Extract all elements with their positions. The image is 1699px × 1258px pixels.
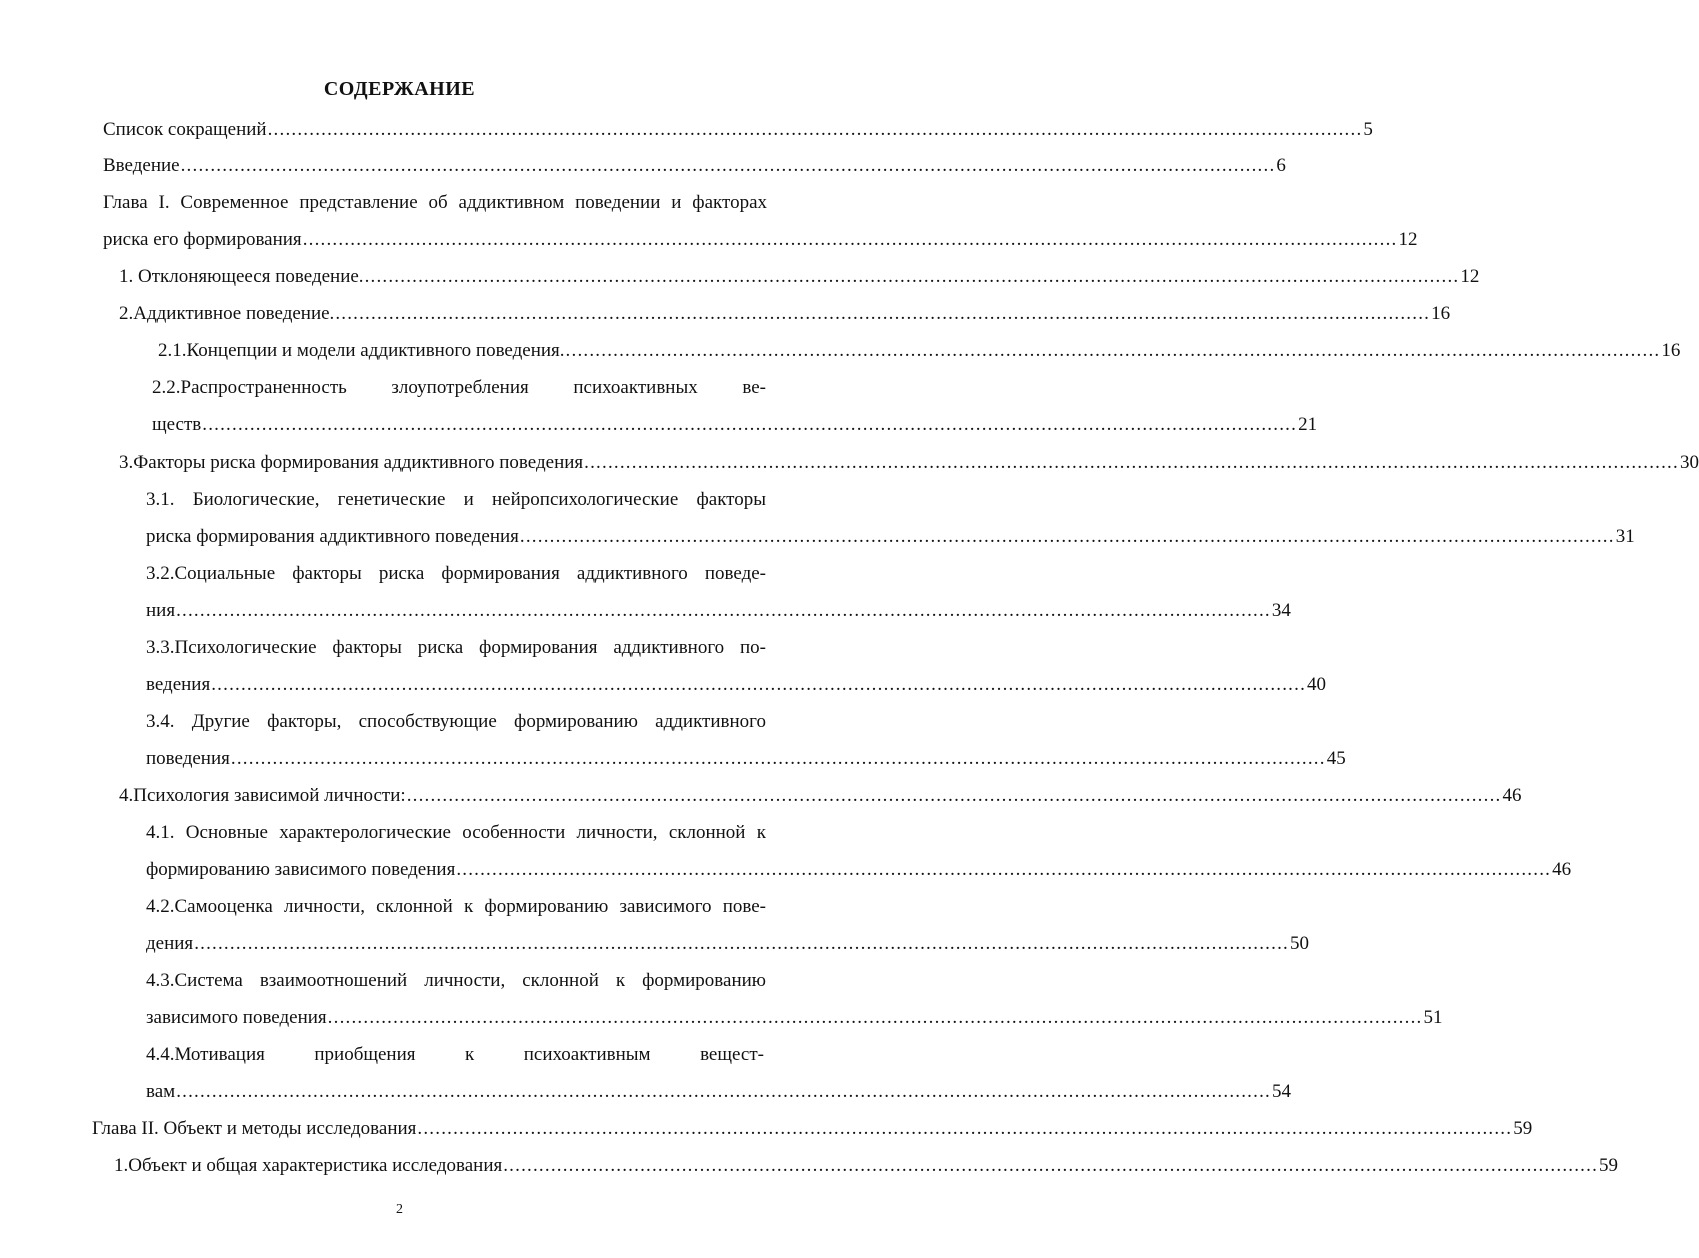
toc-entry-chapter2[interactable] (92, 1117, 1533, 1141)
toc-page-number: 16 (1431, 303, 1451, 324)
toc-word: психоактивных (573, 377, 698, 398)
toc-entry-text: поведения (146, 748, 230, 769)
toc-leader: ........................................................................................................................................................................................ (417, 1118, 1513, 1139)
toc-entry-section-3-1[interactable] (146, 525, 1635, 549)
toc-entry-text: ществ (152, 414, 202, 435)
toc-leader: ........................................................................................................................................................................................ (327, 1007, 1423, 1028)
page-title: СОДЕРЖАНИЕ (323, 78, 476, 100)
toc-word: злоупотребления (391, 377, 529, 398)
toc-leader: ........................................................................................................................................................................................ (267, 119, 1363, 140)
toc-entry-section-4-3-line1[interactable]: 4.3.Система взаимоотношений личности, склонной к формированию (146, 970, 766, 991)
toc-entry-section-3[interactable] (119, 451, 1699, 475)
toc-entry-section-2-1[interactable] (158, 339, 1681, 363)
toc-leader: ........................................................................................................................................................................................ (364, 266, 1460, 287)
toc-word: психоактивным (523, 1044, 651, 1065)
toc-leader: ........................................................................................................................................................................................ (194, 933, 1289, 954)
toc-entry-section-3-3-line1[interactable]: 3.3.Психологические факторы риска формирования аддиктивного по- (146, 637, 766, 658)
toc-word: ве- (742, 377, 766, 398)
toc-entry-text: Список сокращений (103, 119, 267, 140)
toc-entry-section-1[interactable] (119, 265, 1480, 289)
toc-page-number: 46 (1502, 785, 1522, 806)
toc-page-number: 6 (1276, 155, 1286, 176)
toc-leader: ........................................................................................................................................................................................ (503, 1155, 1599, 1176)
page-number: 2 (396, 1202, 403, 1217)
toc-page-number: 59 (1513, 1118, 1533, 1139)
toc-leader: ........................................................................................................................................................................................ (406, 785, 1502, 806)
toc-page-number: 31 (1615, 526, 1635, 547)
toc-entry-chapter1[interactable] (103, 228, 1418, 252)
toc-entry-text: зависимого поведения (146, 1007, 327, 1028)
toc-page-number: 16 (1661, 340, 1681, 361)
toc-entry-section-2-2-line1[interactable] (152, 376, 766, 400)
toc-entry-section-3-2-line1[interactable]: 3.2.Социальные факторы риска формирования аддиктивного поведе- (146, 563, 766, 584)
toc-entry-text: риска его формирования (103, 229, 302, 250)
toc-entry-text: Глава II. Объект и методы исследования (92, 1118, 417, 1139)
toc-entry-section-3-4-line1[interactable]: 3.4. Другие факторы, способствующие формированию аддиктивного (146, 711, 766, 732)
toc-page-number: 5 (1363, 119, 1373, 140)
toc-entry-section-4-4[interactable] (146, 1080, 1291, 1104)
toc-leader: ........................................................................................................................................................................................ (584, 452, 1679, 473)
toc-entry-section-3-3[interactable] (146, 673, 1327, 697)
toc-page-number: 21 (1298, 414, 1318, 435)
toc-word: к (465, 1044, 475, 1065)
toc-entry-text: 2.Аддиктивное поведение. (119, 303, 335, 324)
toc-leader: ........................................................................................................................................................................................ (180, 155, 1276, 176)
toc-entry-text: 3.Факторы риска формирования аддиктивного поведения (119, 452, 584, 473)
toc-word: 2.2.Распространенность (152, 377, 347, 398)
toc-page-number: 59 (1599, 1155, 1619, 1176)
toc-word: приобщения (314, 1044, 416, 1065)
toc-page-number: 51 (1423, 1007, 1443, 1028)
toc-word: 4.4.Мотивация (146, 1044, 265, 1065)
toc-entry-section-3-2[interactable] (146, 599, 1291, 623)
toc-leader: ........................................................................................................................................................................................ (202, 414, 1298, 435)
toc-entry-text: формированию зависимого поведения (146, 859, 456, 880)
toc-page-number: 50 (1290, 933, 1309, 954)
toc-entry-section-4-2-line1[interactable]: 4.2.Самооценка личности, склонной к формированию зависимого пове- (146, 896, 766, 917)
toc-leader: ........................................................................................................................................................................................ (519, 526, 1615, 547)
toc-entry-text: 1. Отклоняющееся поведение. (119, 266, 364, 287)
toc-leader: ........................................................................................................................................................................................ (176, 600, 1271, 621)
toc-leader: ........................................................................................................................................................................................ (335, 303, 1431, 324)
toc-entry-section-4[interactable] (119, 784, 1522, 808)
toc-entry-section-3-1-line1[interactable]: 3.1. Биологические, генетические и нейропсихологические факторы (146, 489, 766, 510)
toc-page-number: 34 (1271, 600, 1291, 621)
toc-page-number: 40 (1307, 674, 1327, 695)
toc-page-number: 45 (1326, 748, 1346, 769)
toc-leader: ........................................................................................................................................................................................ (302, 229, 1398, 250)
toc-page-number: 30 (1679, 452, 1699, 473)
toc-word: вещест- (700, 1044, 764, 1065)
toc-entry-text: ния (146, 600, 176, 621)
toc-entry-text: 1.Объект и общая характеристика исследования (114, 1155, 503, 1176)
toc-entry-chapter1-line1[interactable]: Глава I. Современное представление об аддиктивном поведении и факторах (103, 192, 767, 213)
toc-entry-text: дения (146, 933, 194, 954)
toc-leader: ........................................................................................................................................................................................ (230, 748, 1326, 769)
toc-page-number: 12 (1460, 266, 1480, 287)
toc-entry-text: вам (146, 1081, 176, 1102)
toc-entry-section-3-4[interactable] (146, 747, 1346, 771)
toc-entry-section-2[interactable] (119, 302, 1451, 326)
toc-entry-introduction[interactable] (103, 154, 1286, 178)
toc-entry-text: Введение (103, 155, 180, 176)
toc-page-number: 54 (1272, 1081, 1291, 1102)
toc-entry-section-4-1[interactable] (146, 858, 1572, 882)
toc-entry-chapter2-section-1[interactable] (114, 1154, 1619, 1178)
toc-entry-abbreviations[interactable] (103, 118, 1373, 142)
toc-entry-section-4-1-line1[interactable]: 4.1. Основные характерологические особенности личности, склонной к (146, 822, 766, 843)
toc-leader: ........................................................................................................................................................................................ (176, 1081, 1271, 1102)
toc-entry-section-2-2[interactable] (152, 413, 1318, 437)
toc-leader: ........................................................................................................................................................................................ (565, 340, 1661, 361)
toc-leader: ........................................................................................................................................................................................ (456, 859, 1552, 880)
toc-entry-section-4-4-line1[interactable] (146, 1043, 764, 1067)
toc-page-number: 12 (1398, 229, 1418, 250)
toc-entry-text: риска формирования аддиктивного поведения (146, 526, 519, 547)
toc-entry-section-4-2[interactable] (146, 932, 1309, 956)
toc-entry-text: 4.Психология зависимой личности: (119, 785, 406, 806)
toc-entry-text: 2.1.Концепции и модели аддиктивного поведения. (158, 340, 565, 361)
toc-entry-text: ведения (146, 674, 211, 695)
toc-entry-section-4-3[interactable] (146, 1006, 1443, 1030)
toc-leader: ........................................................................................................................................................................................ (211, 674, 1307, 695)
toc-page-number: 46 (1552, 859, 1572, 880)
